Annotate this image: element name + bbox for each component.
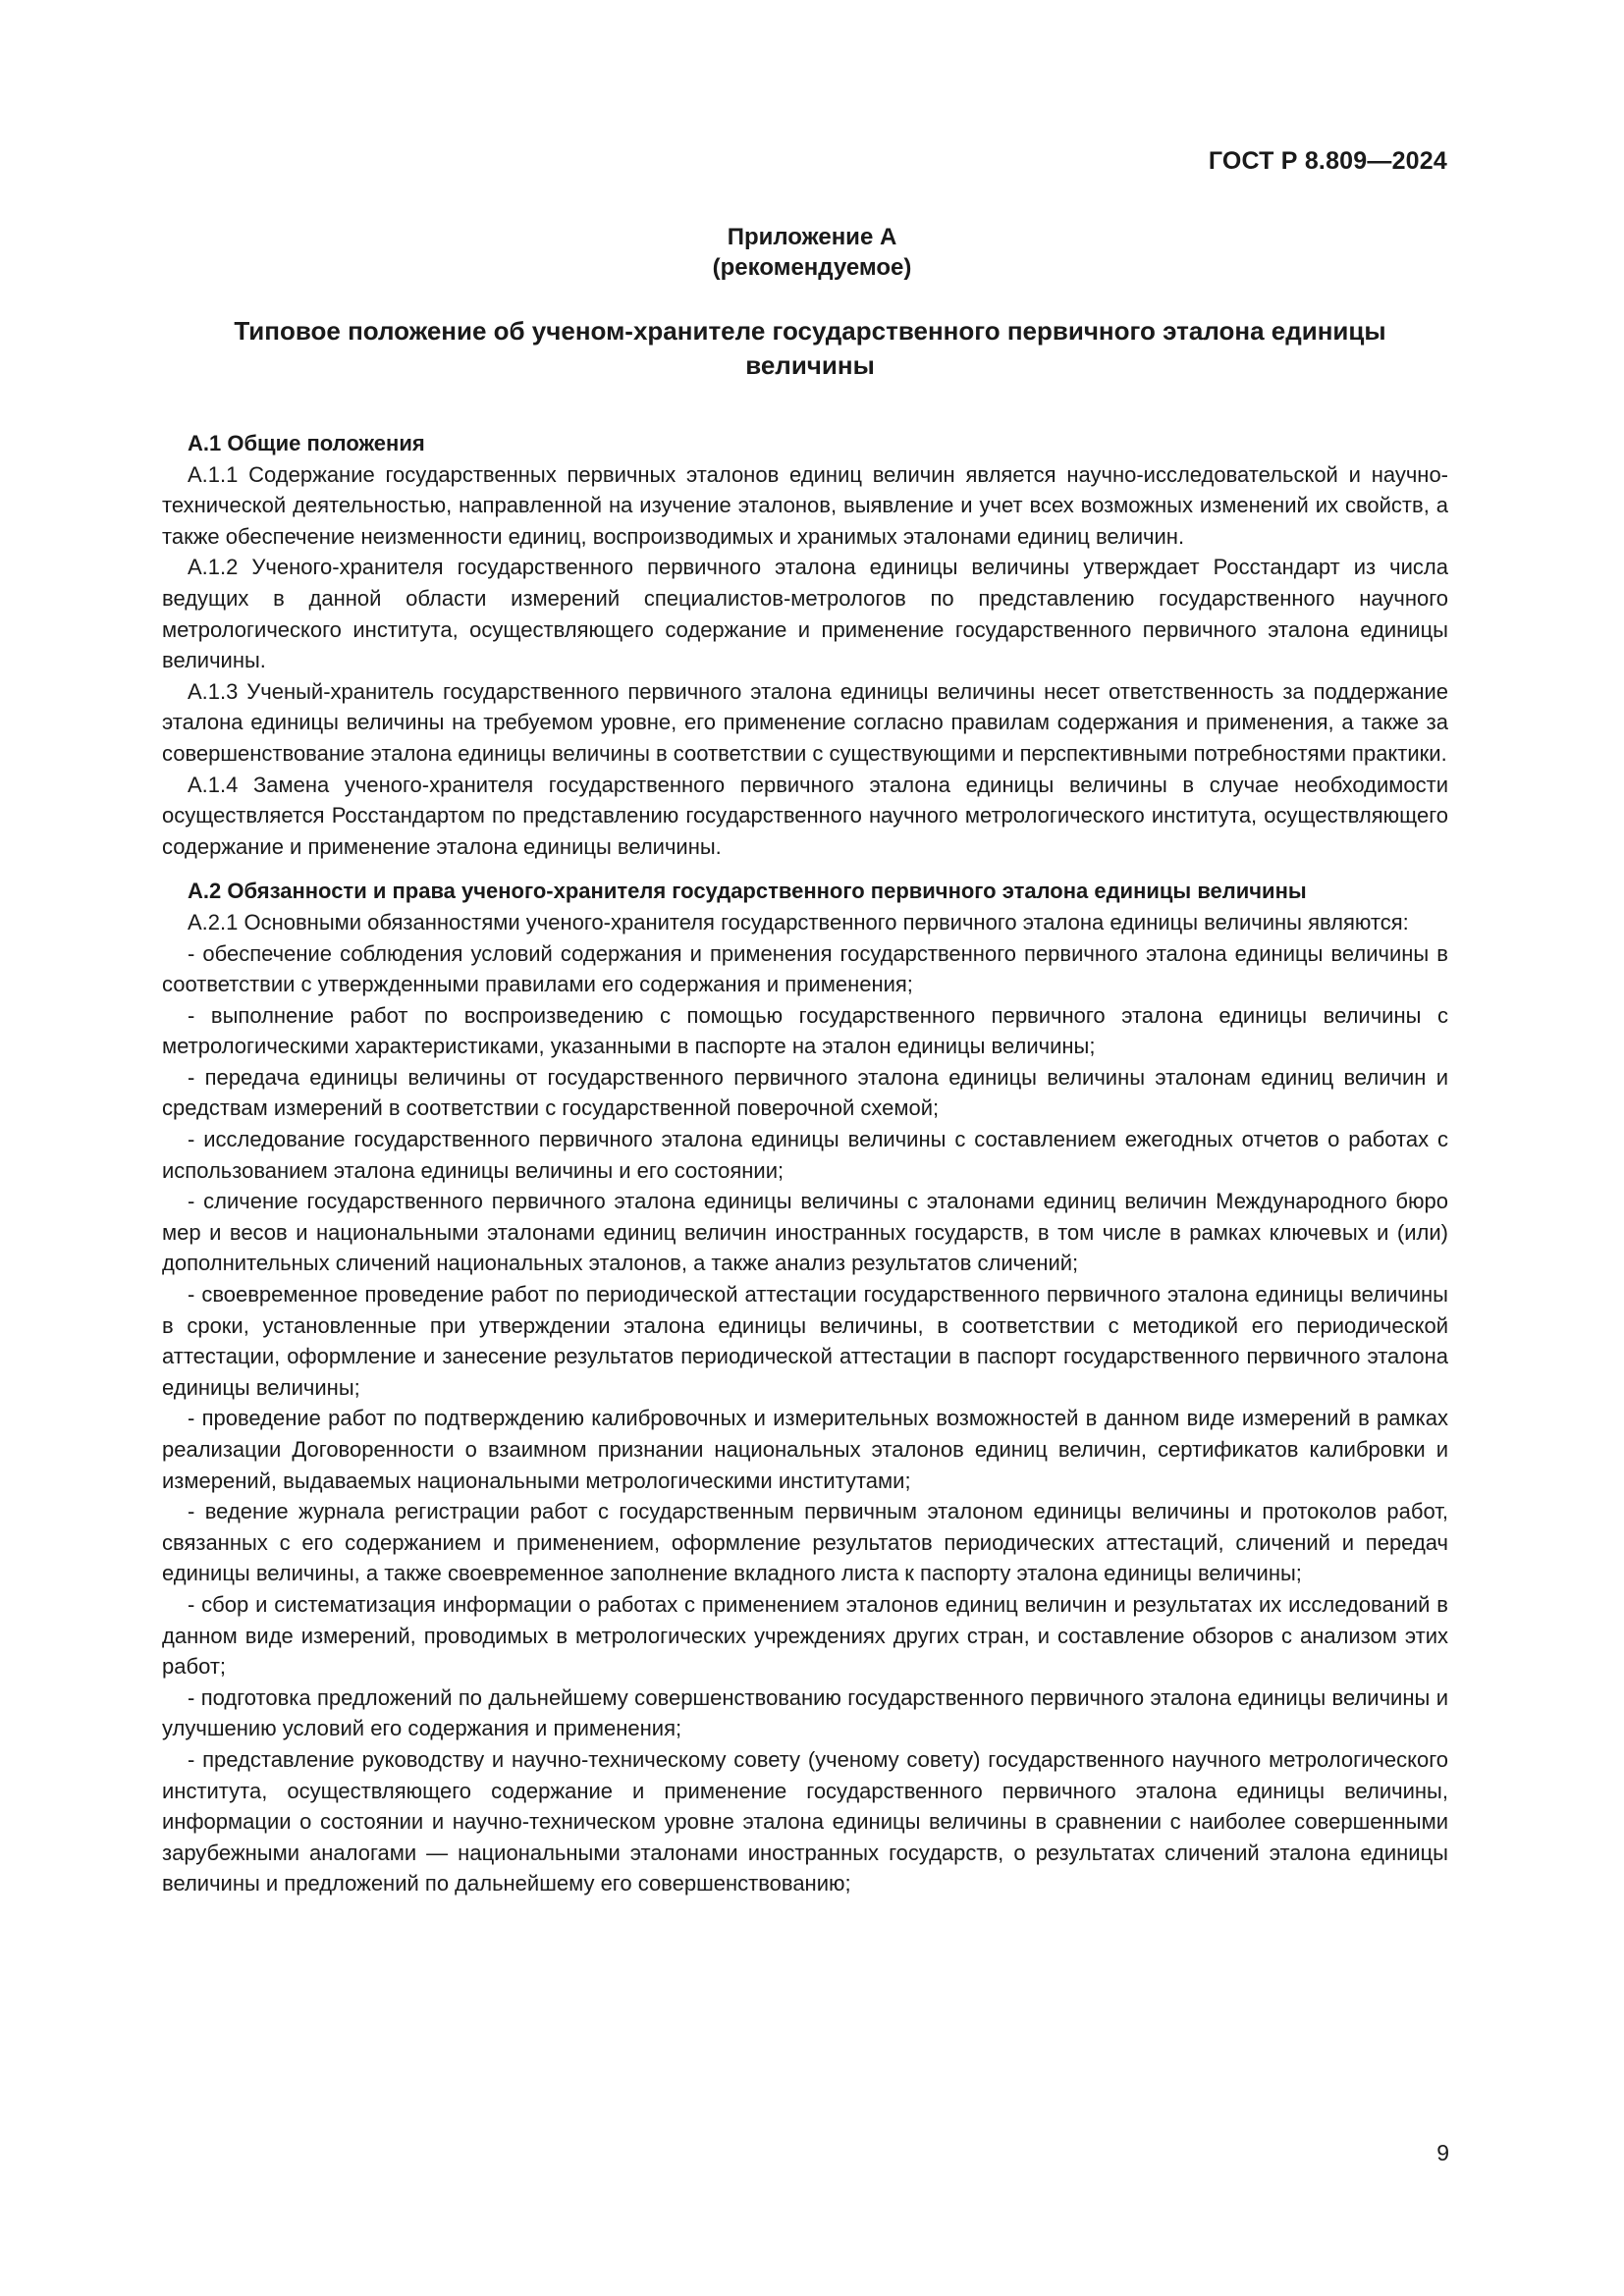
duty-item: - исследование государственного первичного эталона единицы величины с составлением ежегодных отчетов о работах с использованием эталона единицы величины и его состоянии;: [162, 1127, 1448, 1183]
duty-item: - выполнение работ по воспроизведению с помощью государственного первичного эталона единицы величины с метрологическими характеристиками, указанными в паспорте на эталон единицы величины;: [162, 1002, 1448, 1059]
duty-item: - представление руководству и научно-техническому совету (ученому совету) государственного научного метрологического института, осуществляющего содержание и применение государственного первичного эталона единицы величины, информации о состоянии и научно-техническом уровне эталона единицы величины в сравнении с наиболее совершенными зарубежными аналогами — национальными эталонами иностранных государств, о результатах сличений эталона единицы величины и предложений по дальнейшему его совершенствованию;: [162, 1746, 1448, 1896]
page-number: 9: [1436, 2140, 1449, 2165]
duty-item: - обеспечение соблюдения условий содержания и применения государственного первичного эталона единицы величины в соответствии с утвержденными правилами его содержания и применения;: [162, 940, 1448, 997]
duty-item: - проведение работ по подтверждению калибровочных и измерительных возможностей в данном виде измерений в рамках реализации Договоренности о взаимном признании национальных эталонов единиц величин, сертификатов калибровки и измерений, выдаваемых национальными метрологическими институтами;: [162, 1406, 1448, 1493]
paragraph-a1-3: А.1.3 Ученый-хранитель государственного первичного эталона единицы величины несет ответственность за поддержание эталона единицы величины на требуемом уровне, его применение согласно правилам содержания и применения, а также за совершенствование эталона единицы величины в соответствии с существующими и перспективными потребностями практики.: [162, 678, 1448, 766]
paragraph-a2-1: А.2.1 Основными обязанностями ученого-хранителя государственного первичного эталона единицы величины являются:: [188, 909, 1409, 934]
document-title: Типовое положение об ученом-хранителе государственного первичного эталона единицы величины: [234, 316, 1386, 380]
duty-item: - передача единицы величины от государственного первичного эталона единицы величины эталонам единиц величин и средствам измерений в соответствии с государственной поверочной схемой;: [162, 1064, 1448, 1121]
duty-item: - подготовка предложений по дальнейшему совершенствованию государственного первичного эталона единицы величины и улучшению условий его содержания и применения;: [162, 1684, 1448, 1741]
paragraph-a1-2: А.1.2 Ученого-хранителя государственного первичного эталона единицы величины утверждает Росстандарт из числа ведущих в данной области измерений специалистов-метрологов по представлению государственного научного метрологического института, осуществляющего содержание и применение государственного первичного эталона единицы величины.: [162, 555, 1448, 673]
document-code: ГОСТ Р 8.809—2024: [1208, 147, 1447, 175]
duty-item: - сличение государственного первичного эталона единицы величины с эталонами единиц величин Международного бюро мер и весов и национальными эталонами единиц величин иностранных государств, в том числе в рамках ключевых и (или) дополнительных сличений национальных эталонов, а также анализ результатов сличений;: [162, 1189, 1448, 1276]
appendix-label: Приложение А: [727, 224, 897, 250]
paragraph-a1-4: А.1.4 Замена ученого-хранителя государственного первичного эталона единицы величины в случае необходимости осуществляется Росстандартом по представлению государственного научного метрологического института, осуществляющего содержание и применение эталона единицы величины.: [162, 772, 1448, 859]
section-heading-a2: А.2 Обязанности и права ученого-хранителя государственного первичного эталона единицы величины: [188, 879, 1307, 904]
document-body: [162, 428, 1448, 1899]
duty-item: - сбор и систематизация информации о работах с применением эталонов единиц величин и результатах их исследований в данном виде измерений, проводимых в метрологических учреждениях других стран, и составление обзоров с анализом этих работ;: [162, 1591, 1448, 1680]
duty-item: - своевременное проведение работ по периодической аттестации государственного первичного эталона единицы величины в сроки, установленные при утверждении эталона единицы величины, в соответствии с методикой его периодической аттестации, оформление и занесение результатов периодической аттестации в паспорт государственного первичного эталона единицы величины;: [162, 1282, 1448, 1400]
section-heading-a1: А.1 Общие положения: [188, 431, 425, 455]
appendix-status: (рекомендуемое): [712, 254, 912, 281]
duty-item: - ведение журнала регистрации работ с государственным первичным эталоном единицы величины и протоколов работ, связанных с его содержанием и применением, оформление результатов периодических аттестаций, сличений и передач единицы величины, а также своевременное заполнение вкладного листа к паспорту эталона единицы величины;: [162, 1499, 1448, 1586]
appendix-heading: [0, 222, 1624, 283]
paragraph-a1-1: А.1.1 Содержание государственных первичных эталонов единиц величин является научно-исследовательской и научно-технической деятельностью, направленной на изучение эталонов, выявление и учет всех возможных изменений их свойств, а также обеспечение неизменности единиц, воспроизводимых и хранимых эталонами единиц величин.: [162, 461, 1448, 549]
